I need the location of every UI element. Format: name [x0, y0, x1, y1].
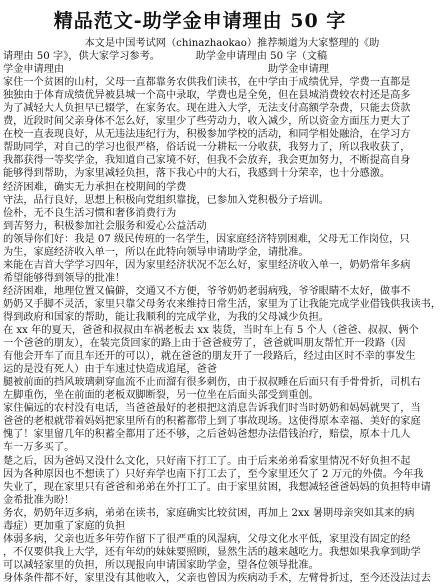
- text-line: 务农，奶奶年迈多病，弟弟在读书，家庭确实比较贫困，再加上 2xx 暑期母亲突如其来的病: [3, 507, 415, 519]
- text-line: 在校一直表现良好，从无违法违纪行为，积极参加学校的活动，和同学相处融洽，在学习方: [3, 129, 411, 141]
- text-line: 费，近段时间父亲身体不怎么好，家里少了些劳动力，收入减少，所以资金方面压力更大了: [3, 116, 411, 128]
- text-line: 家住一个贫困的山村，父母一直都靠务农供我们读书，在中学由于成绩优异，学费一直都是: [3, 77, 411, 89]
- text-line: 一个爸爸的朋友），在装完货回家的路上由于爸爸疲劳了，爸爸就叫朋友帮忙开一段路（因: [3, 338, 406, 350]
- text-line: 来能在吉首大学学习四年，因为家里经济状况不怎么好，家里经济收入单一，奶奶常年多病: [3, 259, 411, 271]
- text-line: 学金申请理由 助学金申请理: [3, 64, 329, 76]
- text-line: 经济困难，确实无力承担在校期间的学费: [3, 181, 187, 193]
- text-line: 毒症）更加重了家庭的负担: [3, 520, 126, 532]
- text-line: 能够得到帮助，为家里减轻负担，落下我心中的大石，我感到十分荣幸，也十分感激。: [3, 168, 391, 180]
- text-line: 体弱多病，父亲也近多年劳作留下了很严重的风湿病，父母文化水平低，家里没有固定的经: [3, 533, 411, 545]
- text-line: 到苦努力，积极参加社会服务和爱心公益活动: [3, 220, 207, 232]
- text-line: 为了减轻大人负担早已辍学，在家务农。现在进入大学，无法支付高额学杂费，只能去贷款: [3, 103, 411, 115]
- text-line: 我都获得一等奖学金，我知道自己家境不好，但我不会放弃，我会更加努力，不断提高自身: [3, 155, 411, 167]
- text-line: 经济困难，地理位置又偏僻，交通又不方便，爷爷奶奶老弱病残，爷爷眼睛不太好，做事不: [3, 285, 411, 297]
- text-line: 本文是中国考试网（chinazhaokao）推荐频道为大家整理的《助: [3, 38, 380, 49]
- text-line: 奶奶又手脚不灵活，家里只靠父母务农来维持日常生活，家里为了让我能完成学业借钱供我读书，: [3, 298, 441, 310]
- text-line: 腿被前面的挡风玻璃刺穿血流不止而溜有很多刺伤，由于叔叔睡在后面只有手骨骨折，司机右: [3, 377, 421, 389]
- text-line: 愧了！家里留几年的积蓄全都用了还不够，之后爸妈爸想办法借钱治疗，赔偿，原本十几人: [3, 429, 411, 441]
- text-line: 左脚重伤，坐在前面的老板双脚断裂，另一位坐在后面头部受到重创。: [3, 390, 319, 402]
- text-line: 在 xx 年的夏天，爸爸和叔叔由车祸老板去 xx 装货，当时车上有 5 个人（爸爸、叔叔、俩个: [3, 325, 419, 337]
- text-line: 因为各种原因也不想读了）只好弃学也南下打工去了，至今家里还欠了 2 万元的外债。今年我: [3, 468, 424, 480]
- text-line: 帮助同学，对自己的学习也很严格，俗话说一分耕耘一分收获，我努力了，所以我收获了，: [3, 142, 411, 154]
- text-line: 得到政府和国家的帮助，能让我顺利的完成学业，为我的父母减少负担。: [3, 311, 329, 323]
- text-line: ，不仅要供我上大学，还有年幼的妹妹要照顾，显然生活的越来越吃力。我想如果我拿到助学: [3, 546, 421, 558]
- text-line: 希望能够得到领导的批准！: [3, 272, 126, 284]
- text-line: 有他会开车了而且车还开的可以），就在爸爸的朋友开了一段路后，经过由区时不幸的事发生: [3, 351, 416, 363]
- document-page: [0, 6, 441, 584]
- text-line: 独独由于体育成绩优异被县城一个高中录取，学费也是全免，但在县城消费较农村还是高多: [3, 90, 411, 102]
- text-line: 车一万多买了。: [3, 442, 75, 454]
- text-line: 守法，品行良好，思想上积极向党组织靠拢，已参加入党积极分子培训。: [3, 194, 329, 206]
- text-line: 身体条件都不好，家里没有其他收入，父亲也曾因为疾病动手术，左臂骨折过，至今还没法过去: [3, 572, 431, 584]
- text-line: 为生，家庭经济收入单一，所以在此特向领导申请助学金，请批准。: [3, 246, 309, 258]
- text-line: 俭朴，无不良生活习惯和奢侈消费行为: [3, 207, 177, 219]
- text-line: 爸爸的老根就带着妈妈把家里所有的积蓄都带上到了事故现场。这使得原本幸福、美好的家庭: [3, 416, 421, 428]
- text-line: 失业了，现在家里只有爸爸和弟弟在外打工了。由于家里贫困，我想减轻爸爸妈妈的负担特申请: [3, 481, 431, 493]
- text-line: 运的是没有死人）由于车速过快造成追尾，爸爸: [3, 364, 217, 376]
- text-line: 可以减轻家里的负担，所以现报向申请国家助学金，望各位领导批准。: [3, 559, 319, 571]
- text-line: 请理由 50 字》，供大家学习参考。 助学金申请理由 50 字（文稿: [3, 51, 328, 63]
- text-line: 楚之后，因为爸妈又没什么文化，只好南下打工了。由于后来弟弟看家里情况不好负担不起: [3, 455, 411, 467]
- text-line: 金希批准为盼！: [3, 494, 75, 506]
- text-line: 的领导你们好：我是 07 级民传班的一名学生，因家庭经济特别困难，父母无工作岗位，只: [3, 233, 410, 245]
- text-line: 家住偏远的农村没有电话，当爸爸最好的老根把这消息告诉我们时当时奶奶和妈妈就哭了，当: [3, 403, 421, 415]
- document-body: [0, 37, 441, 585]
- document-title: 精品范文-助学金申请理由 50 字: [53, 10, 347, 32]
